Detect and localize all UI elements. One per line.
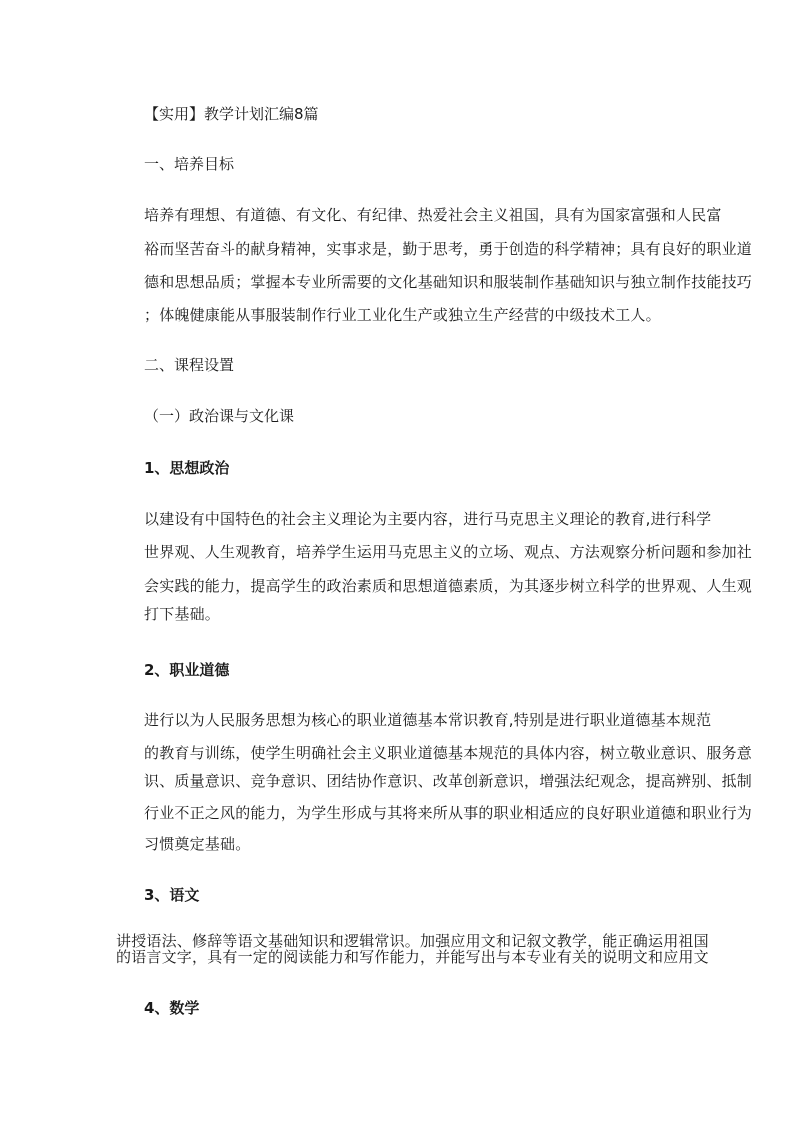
paragraph-line: 识、质量意识、竞争意识、团结协作意识、改革创新意识，增强法纪观念，提高辨别、抵制	[144, 772, 753, 790]
paragraph-line: 打下基础。	[144, 605, 221, 623]
paragraph-line: 的语言文字，具有一定的阅读能力和写作能力，并能写出与本专业有关的说明文和应用文	[116, 948, 709, 966]
section-heading: 二、课程设置	[144, 356, 235, 374]
subsection-heading: （一）政治课与文化课	[144, 407, 295, 425]
paragraph-line: 德和思想品质；掌握本专业所需要的文化基础知识和服装制作基础知识与独立制作技能技巧	[144, 273, 753, 291]
paragraph-line: 裕而坚苦奋斗的献身精神，实事求是，勤于思考，勇于创造的科学精神；具有良好的职业道	[144, 240, 753, 258]
paragraph-line: 习惯奠定基础。	[144, 835, 251, 853]
paragraph-line: 进行以为人民服务思想为核心的职业道德基本常识教育,特别是进行职业道德基本规范	[144, 711, 712, 729]
paragraph-line: 的教育与训练，使学生明确社会主义职业道德基本规范的具体内容，树立敬业意识、服务意	[144, 744, 753, 762]
paragraph-line: ；体魄健康能从事服装制作行业工业化生产或独立生产经营的中级技术工人。	[144, 306, 661, 324]
item-heading: 1、思想政治	[144, 459, 230, 477]
document-title: 【实用】教学计划汇编8篇	[144, 105, 319, 123]
paragraph-line: 会实践的能力，提高学生的政治素质和思想道德素质，为其逐步树立科学的世界观、人生观	[144, 577, 753, 595]
item-heading: 2、职业道德	[144, 661, 230, 679]
item-heading: 4、数学	[144, 999, 200, 1017]
paragraph-line: 世界观、人生观教育，培养学生运用马克思主义的立场、观点、方法观察分析问题和参加社	[144, 543, 753, 561]
paragraph-line: 以建设有中国特色的社会主义理论为主要内容，进行马克思主义理论的教育,进行科学	[144, 510, 712, 528]
paragraph-line: 行业不正之风的能力，为学生形成与其将来所从事的职业相适应的良好职业道德和职业行为	[144, 804, 753, 822]
paragraph-line: 讲授语法、修辞等语文基础知识和逻辑常识。加强应用文和记叙文教学，能正确运用祖国	[116, 932, 709, 950]
paragraph-line: 培养有理想、有道德、有文化、有纪律、热爱社会主义祖国，具有为国家富强和人民富	[144, 206, 722, 224]
item-heading: 3、语文	[144, 886, 200, 904]
section-heading: 一、培养目标	[144, 155, 235, 173]
